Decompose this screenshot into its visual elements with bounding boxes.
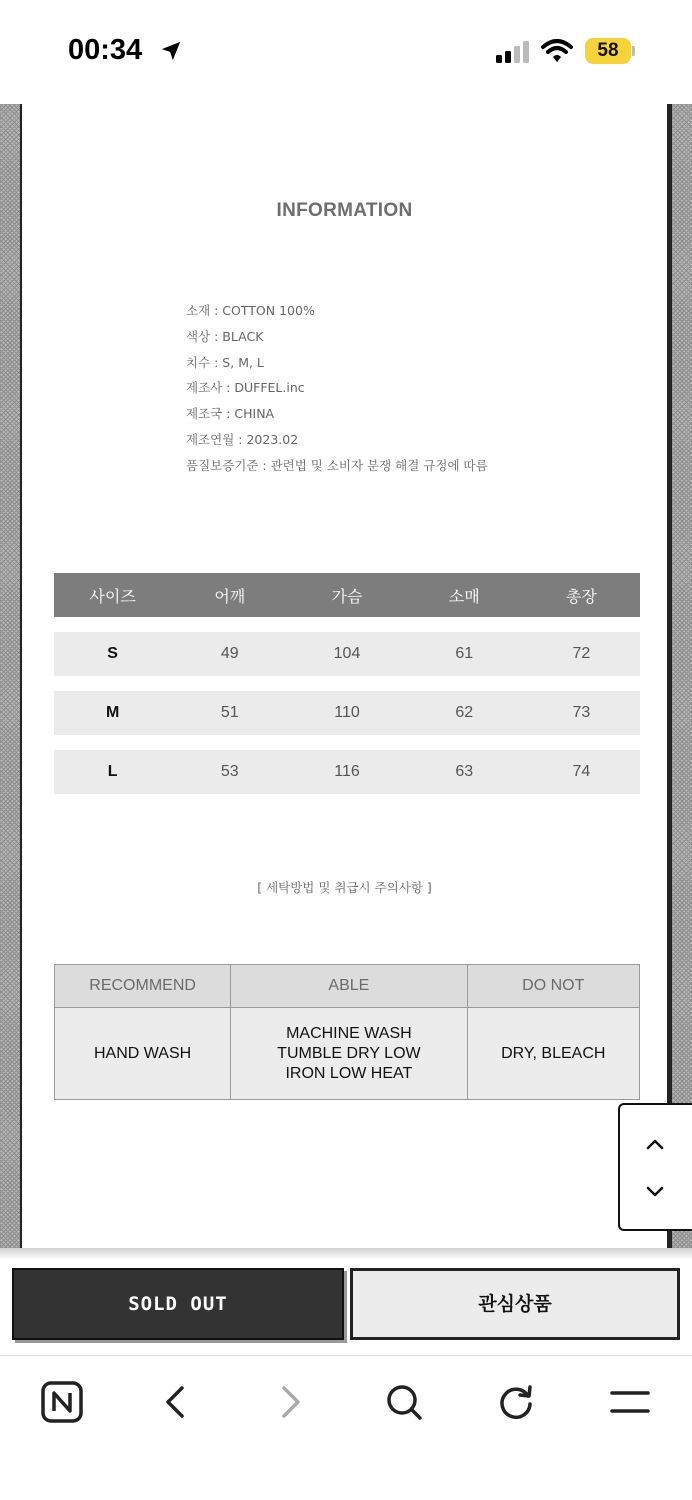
care-able-line: IRON LOW HEAT	[285, 1064, 413, 1082]
sold-out-button[interactable]: SOLD OUT	[12, 1268, 344, 1340]
scroll-controls	[618, 1103, 692, 1231]
table-row	[54, 632, 640, 676]
care-able-value	[231, 1008, 467, 1100]
forward-icon[interactable]	[268, 1380, 312, 1424]
table-cell: 49	[220, 645, 239, 662]
header-sleeve: 소매	[448, 588, 480, 606]
table-cell: 74	[572, 763, 591, 780]
care-able-line: MACHINE WASH	[286, 1024, 412, 1042]
size-table	[54, 573, 640, 794]
info-date: 제조연월 : 2023.02	[186, 431, 299, 447]
info-country: 제조국 : CHINA	[186, 406, 275, 422]
info-list	[186, 303, 488, 484]
info-warranty: 품질보증기준 : 관련법 및 소비자 분쟁 해결 규정에 따름	[186, 457, 488, 473]
table-row	[54, 750, 640, 794]
wifi-icon	[541, 38, 573, 64]
footer-divider-shadow	[0, 1248, 692, 1260]
back-icon[interactable]	[154, 1380, 198, 1424]
info-color: 색상 : BLACK	[186, 328, 264, 344]
table-cell: 62	[455, 704, 474, 721]
search-icon[interactable]	[382, 1380, 426, 1424]
right-frame-pattern	[672, 104, 692, 1250]
care-recommend-value: HAND WASH	[55, 1008, 231, 1100]
care-table	[54, 964, 640, 1100]
table-cell: 110	[334, 704, 360, 721]
wishlist-button[interactable]: 관심상품	[350, 1268, 680, 1340]
reload-icon[interactable]	[494, 1380, 538, 1424]
table-cell: 72	[572, 645, 591, 662]
browser-toolbar	[0, 1355, 692, 1500]
care-table-row	[55, 1008, 640, 1100]
naver-home-icon[interactable]	[40, 1380, 84, 1424]
status-bar	[0, 0, 692, 104]
size-label: L	[107, 763, 118, 780]
table-row	[54, 691, 640, 735]
table-cell: 104	[333, 645, 361, 662]
size-label: M	[105, 704, 120, 721]
signal-icon	[496, 41, 532, 63]
table-cell: 51	[220, 704, 239, 721]
status-time: 00:34	[68, 34, 143, 66]
battery-indicator: 58	[585, 38, 631, 64]
care-header-do-not: DO NOT	[467, 965, 639, 1008]
table-cell: 116	[334, 763, 360, 780]
product-detail-content	[20, 104, 672, 1250]
table-cell: 53	[220, 763, 239, 780]
care-able-line: TUMBLE DRY LOW	[277, 1044, 421, 1062]
left-frame-pattern	[0, 104, 20, 1250]
header-chest: 가슴	[331, 588, 363, 606]
table-cell: 63	[455, 763, 474, 780]
care-header-able: ABLE	[231, 965, 467, 1008]
battery-cap	[632, 46, 635, 56]
size-table-header	[54, 573, 640, 617]
info-size: 치수 : S, M, L	[186, 354, 264, 370]
header-shoulder: 어깨	[214, 588, 246, 606]
chevron-up-icon[interactable]	[644, 1133, 666, 1155]
table-cell: 73	[572, 704, 591, 721]
location-arrow-icon	[160, 40, 182, 62]
info-material: 소재 : COTTON 100%	[186, 303, 315, 318]
menu-icon[interactable]	[608, 1380, 652, 1424]
care-caption: [ 세탁방법 및 취급시 주의사항 ]	[257, 880, 432, 895]
info-title: INFORMATION	[276, 200, 413, 221]
care-header-recommend: RECOMMEND	[55, 965, 231, 1008]
care-table-header	[55, 965, 640, 1008]
care-do-not-value: DRY, BLEACH	[467, 1008, 639, 1100]
chevron-down-icon[interactable]	[644, 1180, 666, 1202]
header-size: 사이즈	[89, 588, 136, 606]
info-manufacturer: 제조사 : DUFFEL.inc	[186, 380, 305, 396]
table-cell: 61	[455, 645, 474, 662]
header-length: 총장	[565, 588, 597, 606]
size-label: S	[107, 645, 118, 662]
